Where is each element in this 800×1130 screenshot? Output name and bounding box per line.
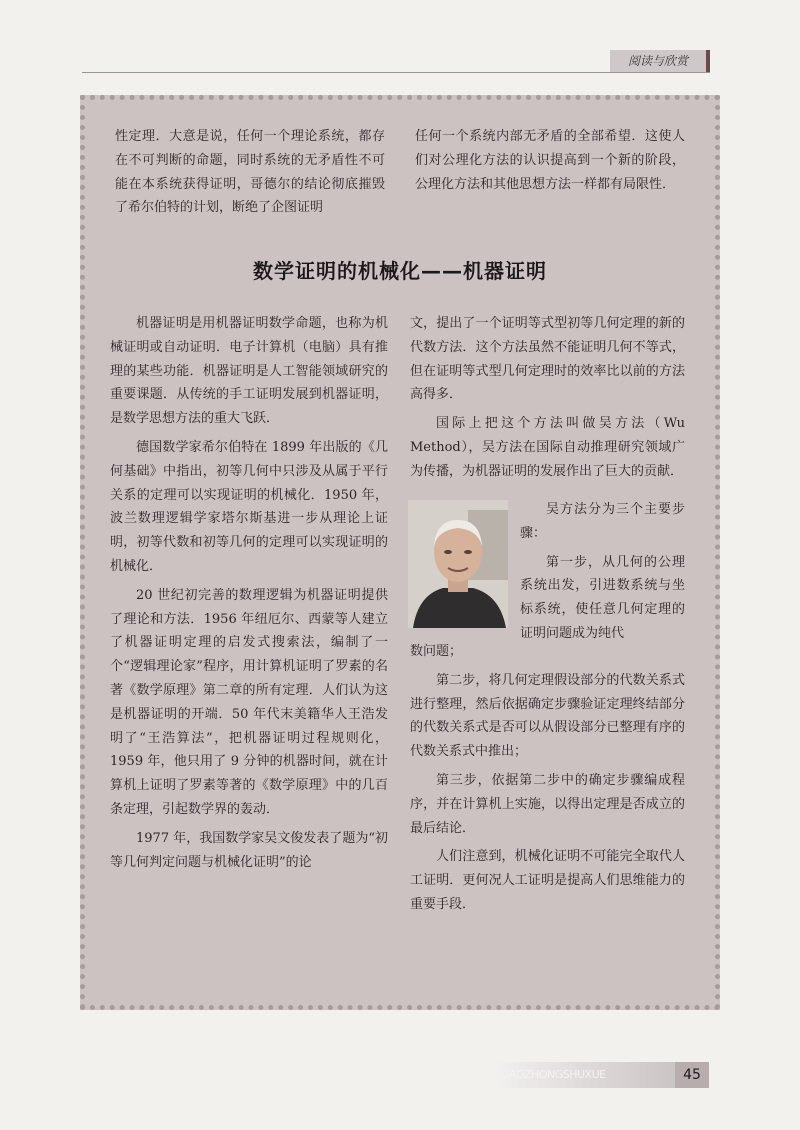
section-tag: 阅读与欣赏 xyxy=(610,50,706,72)
section-tag-edge xyxy=(706,50,710,72)
paragraph: 文，提出了一个证明等式型初等几何定理的新的代数方法．这个方法虽然不能证明几何不等式，但在证明等式型几何定理时的效率比以前的方法高得多． xyxy=(410,316,685,403)
paragraph: 1977 年，我国数学家吴文俊发表了题为“初等几何判定问题与机械化证明”的论 xyxy=(110,830,388,870)
article-left-column xyxy=(110,312,388,879)
top-right-column xyxy=(415,125,685,201)
paragraph: 数问题； xyxy=(410,644,463,659)
paragraph: 人们注意到，机械化证明不可能完全取代人工证明．更何况人工证明是提高人们思维能力的重要手段． xyxy=(410,849,685,912)
header-rule xyxy=(82,72,710,73)
portrait-photo xyxy=(408,500,508,628)
page-number: 45 xyxy=(675,1062,709,1088)
top-left-text: 性定理．大意是说，任何一个理论系统，都存在不可判断的命题，同时系统的无矛盾性不可能在本系统获得证明，哥德尔的结论彻底摧毁了希尔伯特的计划，断绝了企图证明 xyxy=(115,129,385,216)
article-right-column-bottom xyxy=(410,640,685,922)
paragraph: 机器证明是用机器证明数学命题，也称为机械证明或自动证明．电子计算机（电脑）具有推理的某些功能．机器证明是人工智能领域研究的重要课题．从传统的手工证明发展到机器证明，是数学思想方法的重大飞跃． xyxy=(110,316,388,427)
portrait-illustration xyxy=(408,500,508,628)
journal-name: GAOZHONGSHUXUE xyxy=(495,1062,675,1088)
top-right-text: 任何一个系统内部无矛盾的全部希望．这使人们对公理化方法的认识提高到一个新的阶段，公理化方法和其他思想方法一样都有局限性． xyxy=(415,129,685,192)
paragraph: 第二步，将几何定理假设部分的代数关系式进行整理，然后依据确定步骤验证定理终结部分的代数关系式是否可以从假设部分已整理有序的代数关系式中推出； xyxy=(410,672,685,760)
paragraph: 国际上把这个方法叫做吴方法（Wu Method），吴方法在国际自动推理研究领域广为传播，为机器证明的发展作出了巨大的贡献． xyxy=(410,416,685,479)
paragraph: 第三步，依据第二步中的确定步骤编成程序，并在计算机上实施，以得出定理是否成立的最后结论． xyxy=(410,772,685,836)
paragraph: 20 世纪初完善的数理逻辑为机器证明提供了理论和方法．1956 年纽厄尔、西蒙等人建立了机器证明定理的启发式搜索法，编制了一个“逻辑理论家”程序，用计算机证明了罗素的名著《数学原理》第二章的所有定理．人们认为这是机器证明的开端．50 年代末美籍华人王浩发明了“王浩算法”，把机器证明过程规则化，1959 年，他只用了 9 分钟的机器时间，就在计算机上证明了罗素等著的《数学原理》中的几百条定理，引起数学界的轰动． xyxy=(110,587,388,817)
top-left-column xyxy=(115,125,385,225)
paragraph: 第一步，从几何的公理系统出发，引进数系统与坐标系统，使任意几何定理的证明问题成为纯代 xyxy=(520,554,685,641)
paragraph: 德国数学家希尔伯特在 1899 年出版的《几何基础》中指出，初等几何中只涉及从属于平行关系的定理可以实现证明的机械化．1950 年，波兰数理逻辑学家塔尔斯基进一步从理论上证明，初等代数和初等几何的定理可以实现证明的机械化． xyxy=(110,439,388,574)
article-right-column-beside-photo xyxy=(520,498,685,651)
article-right-column-top xyxy=(410,312,685,489)
paragraph: 吴方法分为三个主要步骤： xyxy=(520,502,685,541)
article-title: 数学证明的机械化——机器证明 xyxy=(253,259,547,283)
